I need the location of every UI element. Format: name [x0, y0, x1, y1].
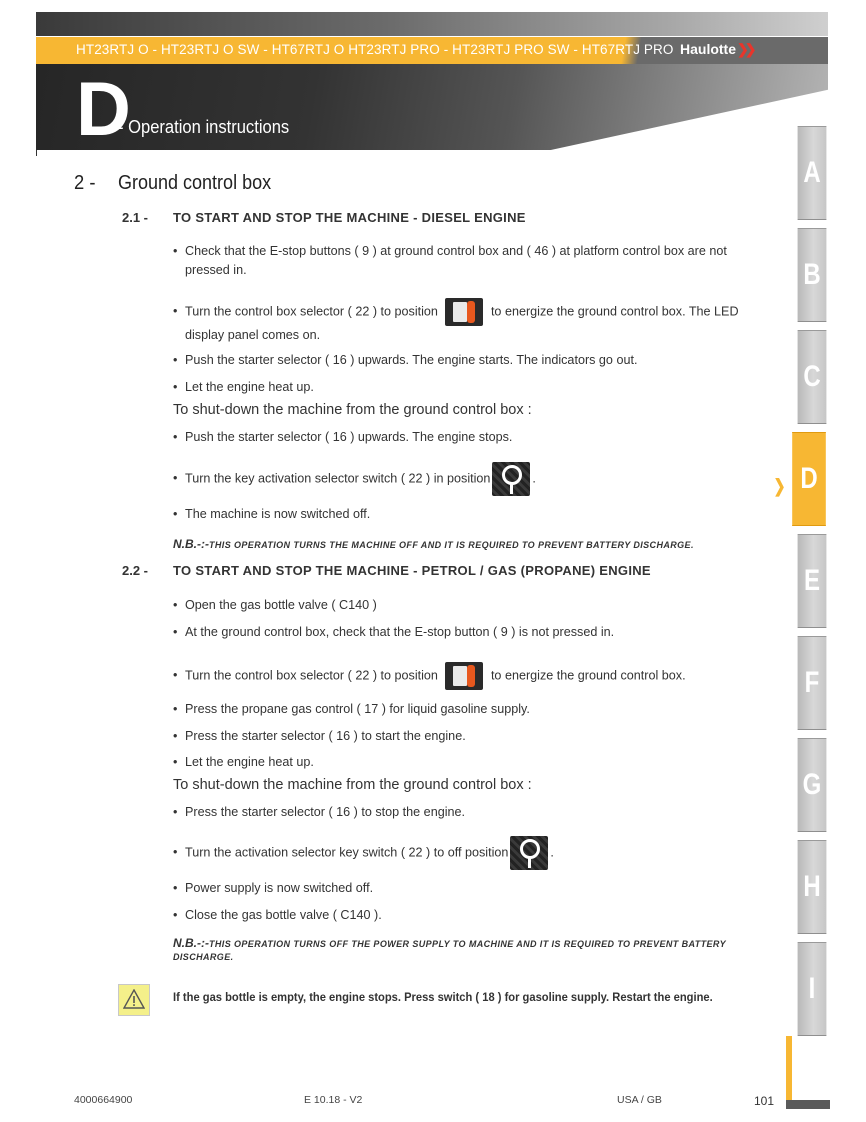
bullet-text: Close the gas bottle valve ( C140 ).	[185, 908, 382, 922]
footer-edition: E 10.18 - V2	[304, 1094, 363, 1106]
bullet-text: Push the starter selector ( 16 ) upwards. The engine stops.	[185, 430, 513, 444]
shutdown-heading: To shut-down the machine from the ground control box :	[173, 777, 532, 793]
footer-doc-number: 4000664900	[74, 1094, 133, 1106]
bullet-text: Push the starter selector ( 16 ) upwards. The engine starts. The indicators go out.	[185, 353, 638, 367]
tab-g[interactable]: G	[798, 738, 827, 832]
tab-d[interactable]: D	[792, 432, 826, 526]
bullet-text: Power supply is now switched off.	[185, 881, 374, 895]
list-item: • Press the starter selector ( 16 ) to stop the engine.	[173, 805, 466, 819]
subsection-number: 2.1 -	[122, 210, 149, 225]
chapter-title: - Operation instructions	[118, 117, 290, 137]
key-off-icon	[492, 462, 530, 496]
bullet-text-cont: display panel comes on.	[185, 328, 321, 342]
key-off-icon	[510, 836, 548, 870]
header-edge-line	[36, 150, 37, 156]
brand-name: Haulotte	[680, 41, 736, 57]
tab-b[interactable]: B	[798, 228, 827, 322]
note	[173, 538, 777, 552]
note	[173, 937, 777, 964]
list-item: • Press the propane gas control ( 17 ) for liquid gasoline supply.	[173, 702, 530, 716]
subsection-title: TO START AND STOP THE MACHINE - PETROL / GAS (PROPANE) ENGINE	[173, 563, 651, 578]
list-item: • Let the engine heat up.	[173, 380, 314, 394]
list-item: • At the ground control box, check that the E-stop button ( 9 ) is not pressed in.	[173, 625, 615, 639]
bullet-text: .	[550, 845, 554, 860]
list-item: • Turn the activation selector key switch ( 22 ) to off position .	[173, 836, 777, 870]
bullet-text: to energize the ground control box.	[490, 668, 686, 683]
list-item: • Let the engine heat up.	[173, 755, 314, 769]
list-item: • Open the gas bottle valve ( C140 )	[173, 598, 377, 612]
bullet-text: Turn the key activation selector switch ( 22 ) in position	[185, 471, 491, 486]
list-item: • Press the starter selector ( 16 ) to start the engine.	[173, 729, 466, 743]
bullet-text-cont: pressed in.	[185, 263, 247, 277]
bullet-text: Turn the control box selector ( 22 ) to position	[185, 304, 438, 319]
note-lead: N.B.-:-	[173, 936, 209, 950]
subsection-title: TO START AND STOP THE MACHINE - DIESEL ENGINE	[173, 210, 526, 225]
bullet-text: Let the engine heat up.	[185, 380, 314, 394]
list-item: • Turn the control box selector ( 22 ) to position to energize the ground control box.	[173, 662, 777, 690]
side-footer-bar	[786, 1100, 830, 1109]
tab-i[interactable]: I	[798, 942, 827, 1036]
header-top-bar	[36, 12, 828, 36]
section-number: 2 -	[74, 172, 96, 194]
tab-c[interactable]: C	[798, 330, 827, 424]
bullet-text: Press the propane gas control ( 17 ) for liquid gasoline supply.	[185, 702, 530, 716]
warning-icon	[118, 984, 150, 1016]
bullet-text: At the ground control box, check that the E-stop button ( 9 ) is not pressed in.	[185, 625, 615, 639]
bullet-text: Let the engine heat up.	[185, 755, 314, 769]
bullet-text: Turn the control box selector ( 22 ) to position	[185, 668, 438, 683]
bullet-text: Open the gas bottle valve ( C140 )	[185, 598, 377, 612]
footer-region: USA / GB	[617, 1094, 662, 1106]
ground-control-selector-icon	[445, 298, 483, 326]
list-item: • Close the gas bottle valve ( C140 ).	[173, 908, 382, 922]
list-item: • Turn the control box selector ( 22 ) to position to energize the ground control box. The LED display panel comes on.	[173, 298, 777, 345]
active-tab-pointer-icon: ❯	[773, 476, 786, 496]
subsection-number: 2.2 -	[122, 563, 149, 578]
list-item: • Push the starter selector ( 16 ) upwards. The engine stops.	[173, 430, 513, 444]
brand-arrow-icon: ❯❯	[737, 41, 753, 57]
bullet-text: The machine is now switched off.	[185, 507, 371, 521]
brand-logo	[680, 41, 752, 58]
shutdown-heading: To shut-down the machine from the ground control box :	[173, 402, 532, 418]
chapter-letter: D	[76, 67, 131, 152]
side-accent-bar	[786, 1036, 792, 1102]
bullet-text: .	[532, 471, 536, 486]
page-number: 101	[754, 1094, 775, 1108]
tab-f[interactable]: F	[798, 636, 827, 730]
header-model-band	[36, 36, 828, 65]
bullet-text: Turn the activation selector key switch ( 22 ) to off position	[185, 845, 509, 860]
note-text: THIS OPERATION TURNS THE MACHINE OFF AND IT IS REQUIRED TO PREVENT BATTERY DISCHARGE.	[209, 540, 694, 550]
tab-e[interactable]: E	[798, 534, 827, 628]
list-item: • The machine is now switched off.	[173, 507, 371, 521]
bullet-text: to energize the ground control box. The LED	[490, 304, 739, 319]
list-item: • Check that the E-stop buttons ( 9 ) at ground control box and ( 46 ) at platform control box are not pressed in.	[173, 242, 777, 280]
tab-a[interactable]: A	[798, 126, 827, 220]
note-lead: N.B.-:-	[173, 537, 209, 551]
section-title: Ground control box	[118, 172, 272, 194]
bullet-text: Press the starter selector ( 16 ) to stop the engine.	[185, 805, 466, 819]
ground-control-selector-icon	[445, 662, 483, 690]
list-item: • Turn the key activation selector switch ( 22 ) in position .	[173, 462, 777, 496]
list-item: • Push the starter selector ( 16 ) upwards. The engine starts. The indicators go out.	[173, 353, 638, 367]
header-models: HT23RTJ O - HT23RTJ O SW - HT67RTJ O HT23RTJ PRO - HT23RTJ PRO SW - HT67RTJ PRO	[76, 42, 674, 57]
note-text: THIS OPERATION TURNS OFF THE POWER SUPPLY TO MACHINE AND IT IS REQUIRED TO PREVENT BATTERY DISCHARGE.	[173, 939, 726, 962]
list-item: • Power supply is now switched off.	[173, 881, 374, 895]
bullet-text: Check that the E-stop buttons ( 9 ) at ground control box and ( 46 ) at platform control box are not	[185, 244, 727, 258]
warning-text: If the gas bottle is empty, the engine stops. Press switch ( 18 ) for gasoline supply. Restart the engine.	[173, 990, 713, 1004]
bullet-text: Press the starter selector ( 16 ) to start the engine.	[185, 729, 466, 743]
tab-h[interactable]: H	[798, 840, 827, 934]
